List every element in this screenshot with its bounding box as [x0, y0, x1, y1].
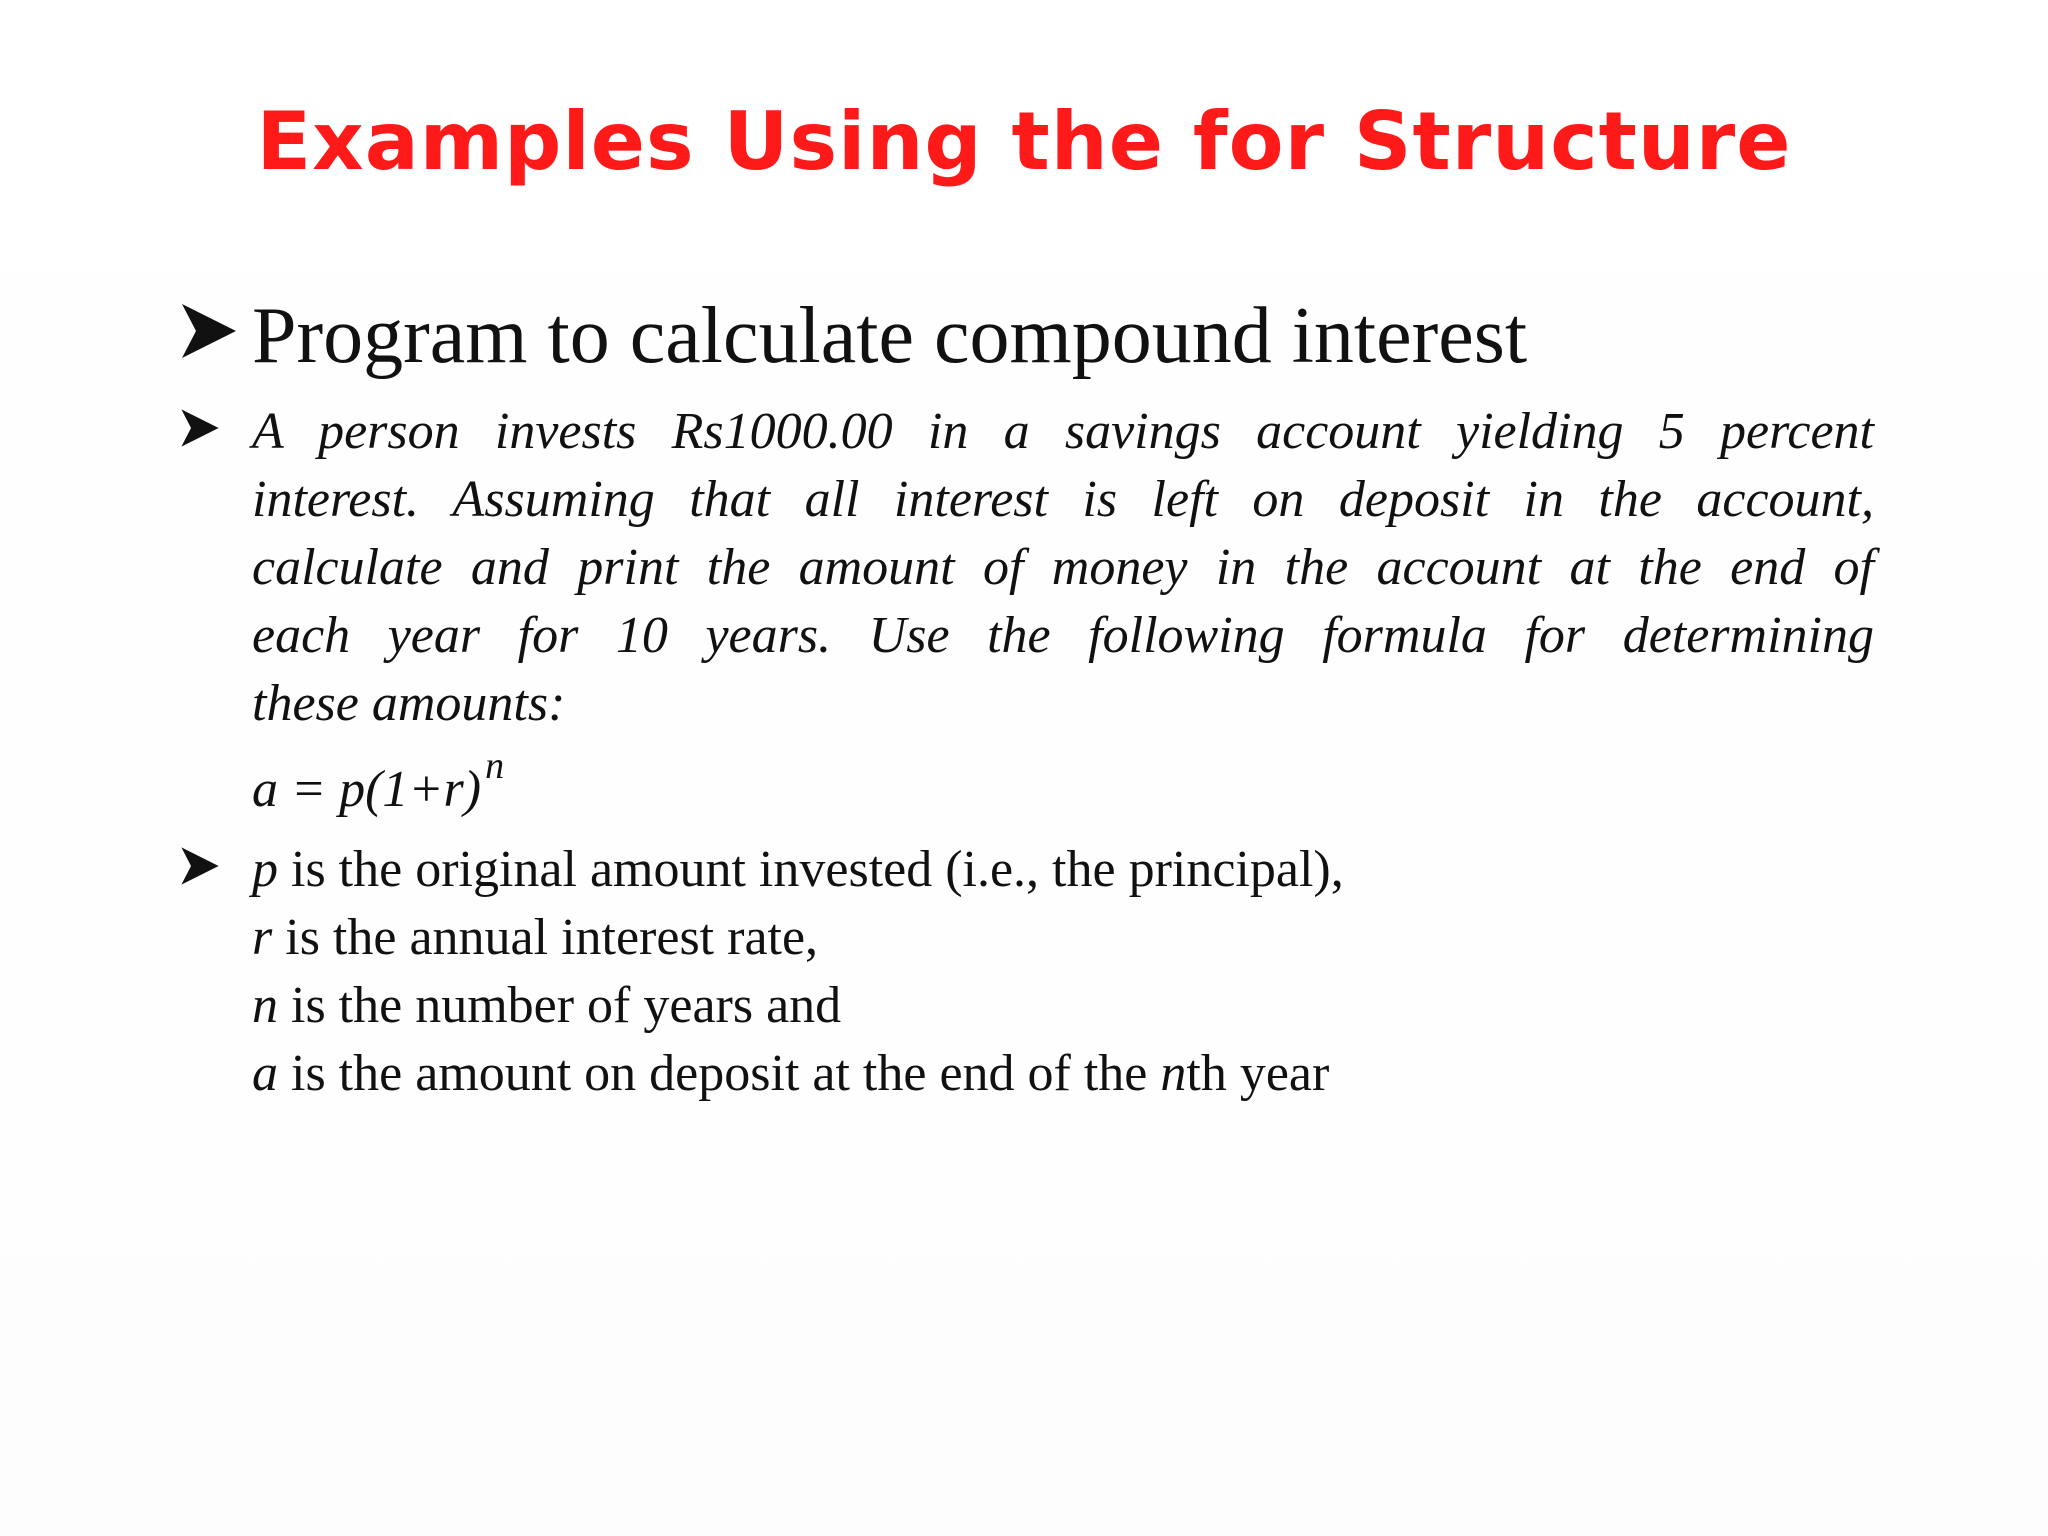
definition-a	[252, 1040, 1329, 1108]
definition-text: is the annual interest rate,	[272, 909, 819, 966]
formula-base: a = p(1+r)	[252, 761, 482, 818]
arrow-bullet-icon	[180, 408, 220, 448]
definition-variable: p	[252, 841, 278, 898]
definition-r	[252, 904, 818, 972]
definition-variable: r	[252, 909, 273, 966]
definition-p	[252, 836, 1344, 904]
arrow-bullet-icon	[180, 846, 220, 886]
definition-variable: a	[252, 1045, 278, 1102]
formula-exponent: n	[485, 745, 505, 787]
problem-line: each year for 10 years. Use the following formula for determining	[252, 607, 1874, 664]
arrow-bullet-icon	[180, 302, 238, 360]
definition-variable: n	[1160, 1045, 1187, 1102]
slide-title: Examples Using the for Structure	[256, 95, 1792, 188]
formula	[252, 745, 505, 828]
definition-variable: n	[252, 977, 278, 1034]
bullet-main-text: Program to calculate compound interest	[252, 292, 1528, 380]
definition-n	[252, 972, 841, 1040]
problem-line: these amounts:	[252, 675, 566, 732]
definition-text: th year	[1186, 1045, 1330, 1102]
problem-line: calculate and print the amount of money in the account at the end of	[252, 539, 1874, 596]
problem-line: interest. Assuming that all interest is left on deposit in the account,	[252, 471, 1874, 528]
definition-text: is the original amount invested (i.e., the principal),	[278, 841, 1344, 898]
definition-text: is the number of years and	[278, 977, 842, 1034]
problem-line: A person invests Rs1000.00 in a savings account yielding 5 percent	[252, 403, 1874, 460]
definition-text: is the amount on deposit at the end of the	[278, 1045, 1161, 1102]
